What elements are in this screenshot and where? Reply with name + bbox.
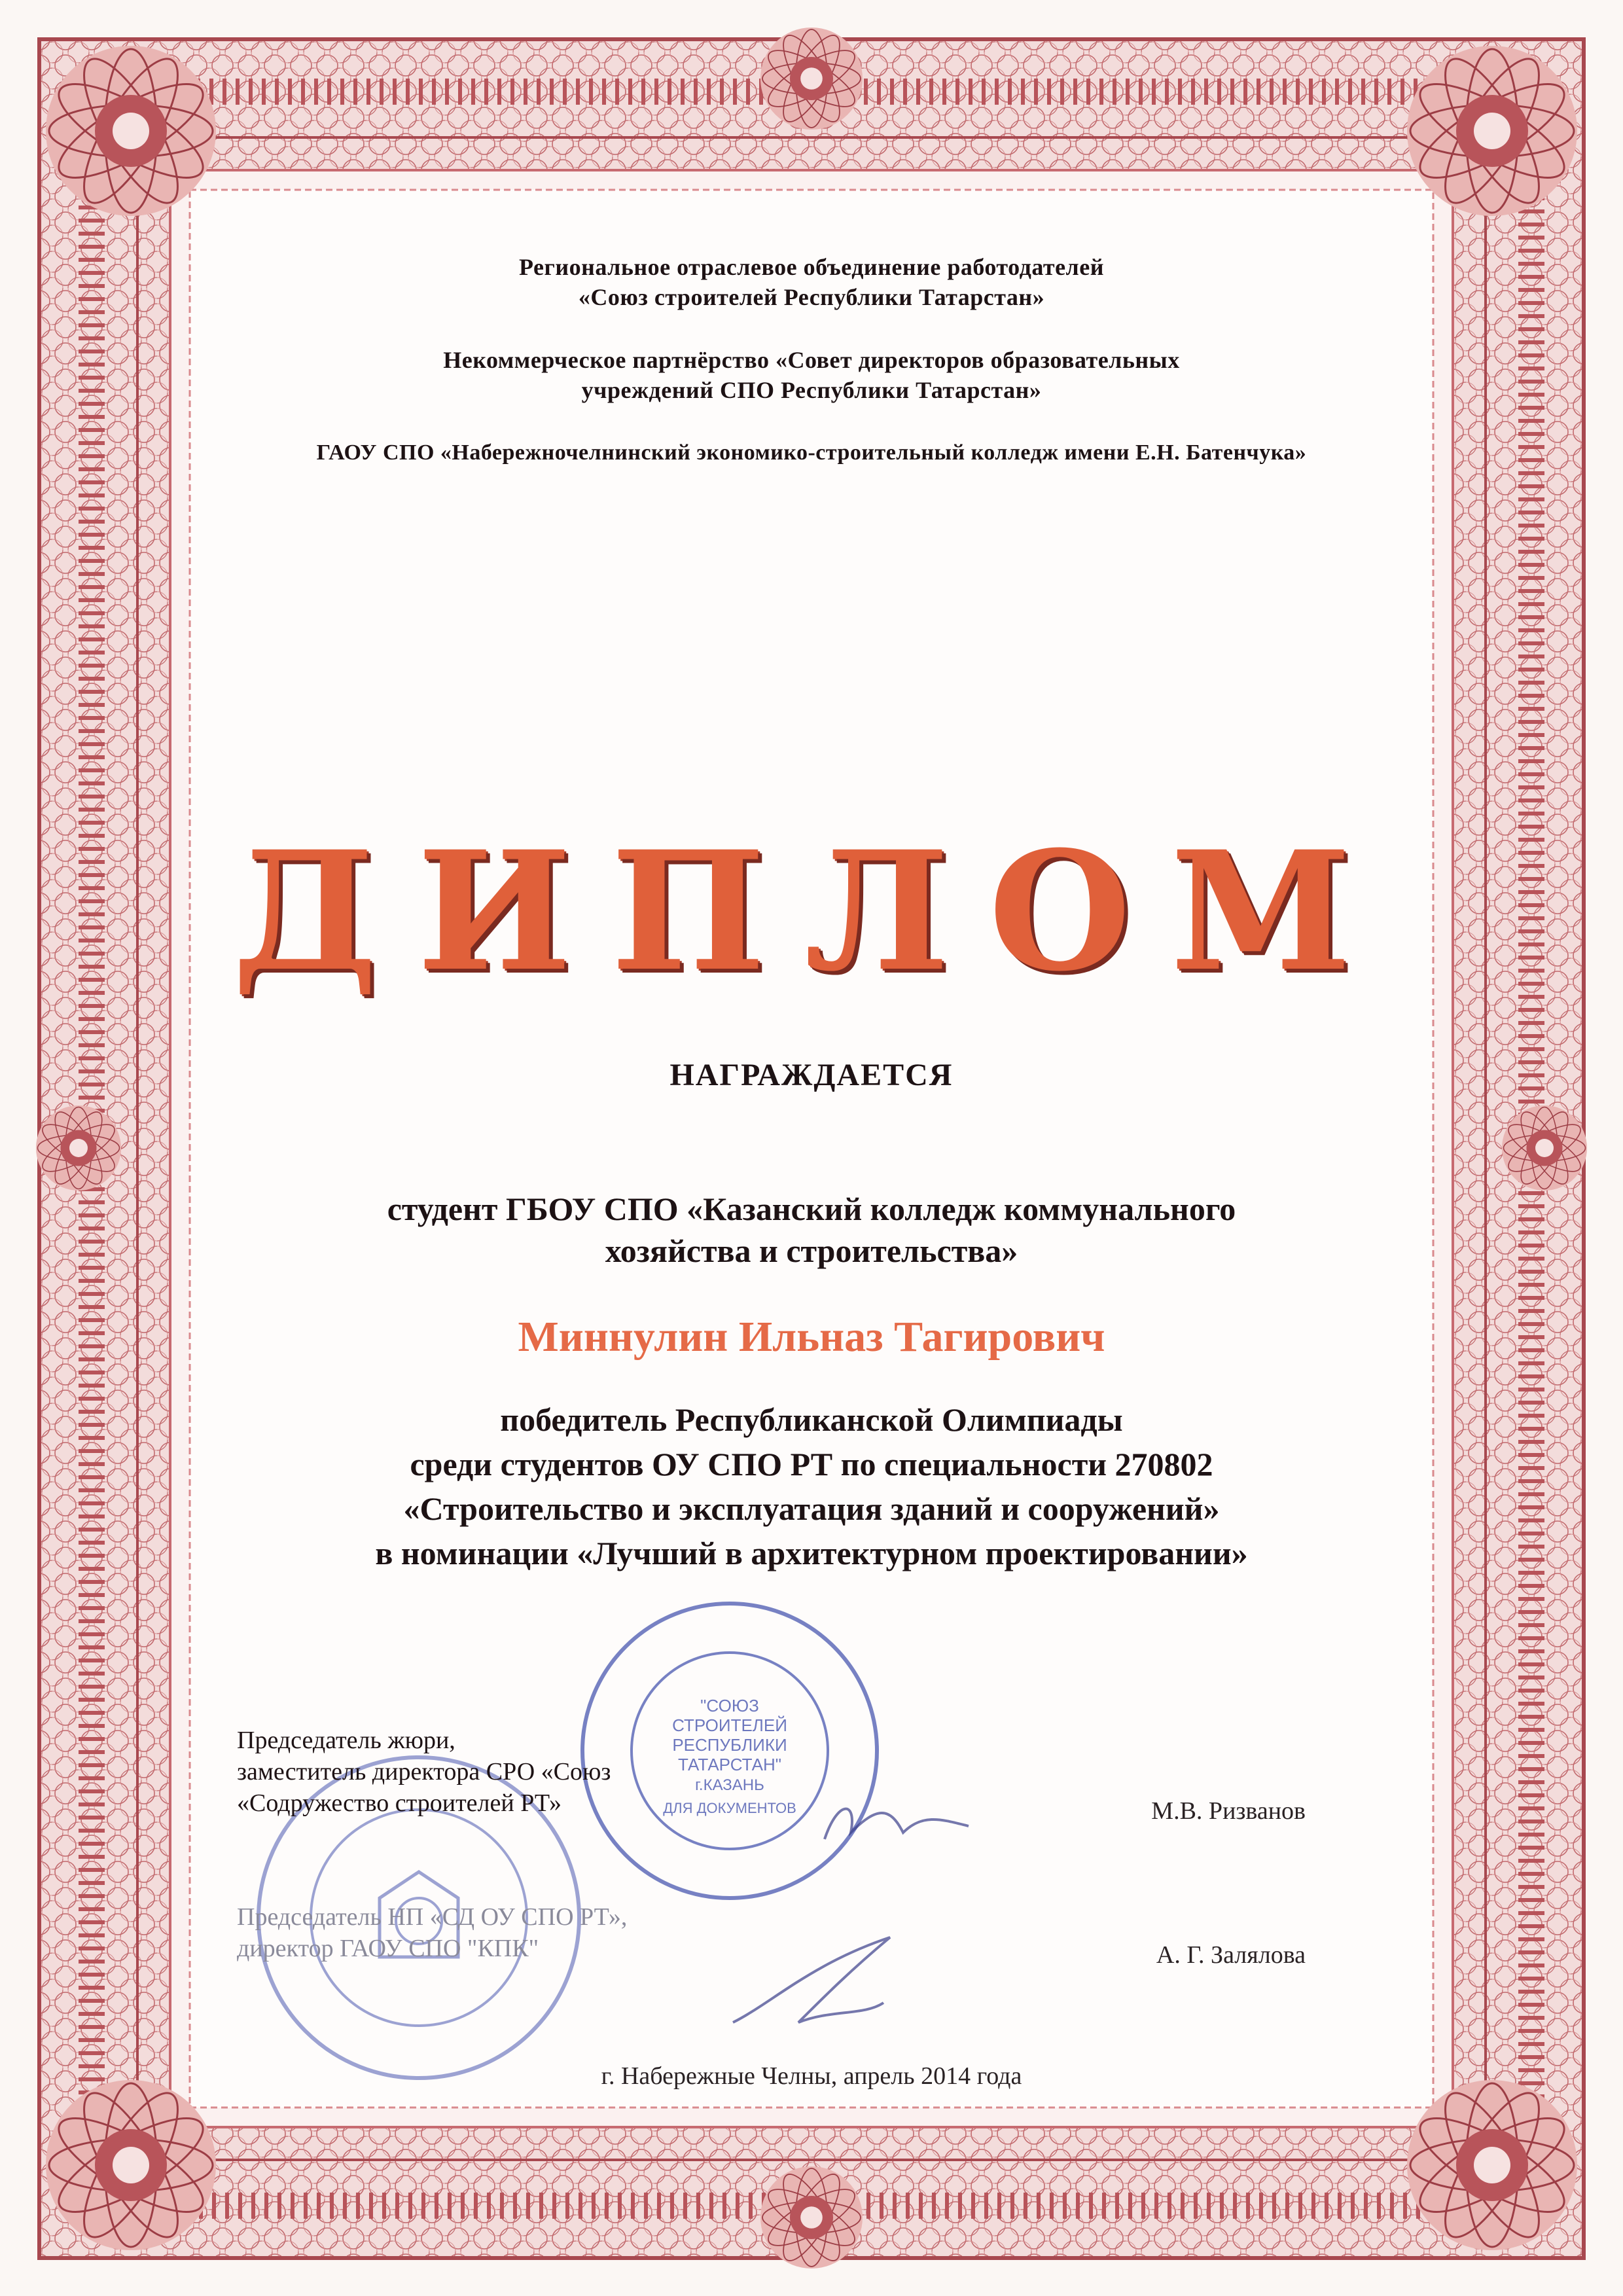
- header-line-2: «Союз строителей Республики Татарстан»: [578, 284, 1045, 310]
- signatory-1-role-line-1: Председатель жюри,: [237, 1727, 455, 1754]
- svg-text:"СОЮЗ: "СОЮЗ: [700, 1696, 759, 1715]
- place-and-date: г. Набережные Челны, апрель 2014 года: [601, 2062, 1022, 2090]
- header-line-4: учреждений СПО Республики Татарстан»: [581, 377, 1042, 403]
- signatory-1-role-line-3: «Содружество строителей РТ»: [237, 1789, 562, 1817]
- signatory-1-role-line-2: заместитель директора СРО «Союз: [237, 1758, 611, 1785]
- signatory-2-role: [237, 1901, 627, 1964]
- signature-1-icon: [812, 1780, 1008, 1859]
- header-line-5: ГАОУ СПО «Набережночелнинский экономико-строительный колледж имени Е.Н. Батенчука»: [316, 440, 1307, 465]
- svg-text:ТАТАРСТАН": ТАТАРСТАН": [677, 1755, 782, 1774]
- svg-text:РЕСПУБЛИКИ: РЕСПУБЛИКИ: [672, 1735, 787, 1755]
- header-line-3: Некоммерческое партнёрство «Совет директоров образовательных: [443, 347, 1180, 373]
- achievement-line-1: победитель Республиканской Олимпиады: [500, 1401, 1123, 1438]
- svg-text:г.КАЗАНЬ: г.КАЗАНЬ: [695, 1776, 764, 1794]
- signatory-2-role-line-1: Председатель НП «СД ОУ СПО РТ»,: [237, 1903, 628, 1931]
- achievement-line-2: среди студентов ОУ СПО РТ по специальности 270802: [410, 1446, 1213, 1482]
- achievement-line-3: «Строительство и эксплуатация зданий и сооружений»: [403, 1490, 1220, 1527]
- signatory-2-role-line-2: директор ГАОУ СПО "КПК": [237, 1935, 539, 1962]
- diploma-title: ДИПЛОМ: [232, 815, 1391, 1007]
- awarded-heading: НАГРАЖДАЕТСЯ: [669, 1058, 954, 1092]
- achievement-text: [196, 1397, 1427, 1575]
- recipient-name: Миннулин Ильназ Тагирович: [518, 1313, 1105, 1361]
- student-affiliation: [196, 1188, 1427, 1272]
- achievement-line-4: в номинации «Лучший в архитектурном проектировании»: [375, 1535, 1248, 1571]
- header-line-1: Региональное отраслевое объединение работодателей: [519, 254, 1104, 280]
- signatory-1-role: [237, 1725, 611, 1819]
- student-line-1: студент ГБОУ СПО «Казанский колледж коммунального: [387, 1191, 1236, 1227]
- svg-text:ДЛЯ ДОКУМЕНТОВ: ДЛЯ ДОКУМЕНТОВ: [663, 1800, 796, 1816]
- header-organizations: [196, 252, 1427, 468]
- student-line-2: хозяйства и строительства»: [605, 1232, 1018, 1269]
- signatory-2-name: А. Г. Залялова: [1156, 1941, 1306, 1969]
- signatory-1-name: М.В. Ризванов: [1151, 1797, 1306, 1825]
- svg-text:СТРОИТЕЛЕЙ: СТРОИТЕЛЕЙ: [672, 1715, 787, 1735]
- signature-2-icon: [720, 1924, 982, 2042]
